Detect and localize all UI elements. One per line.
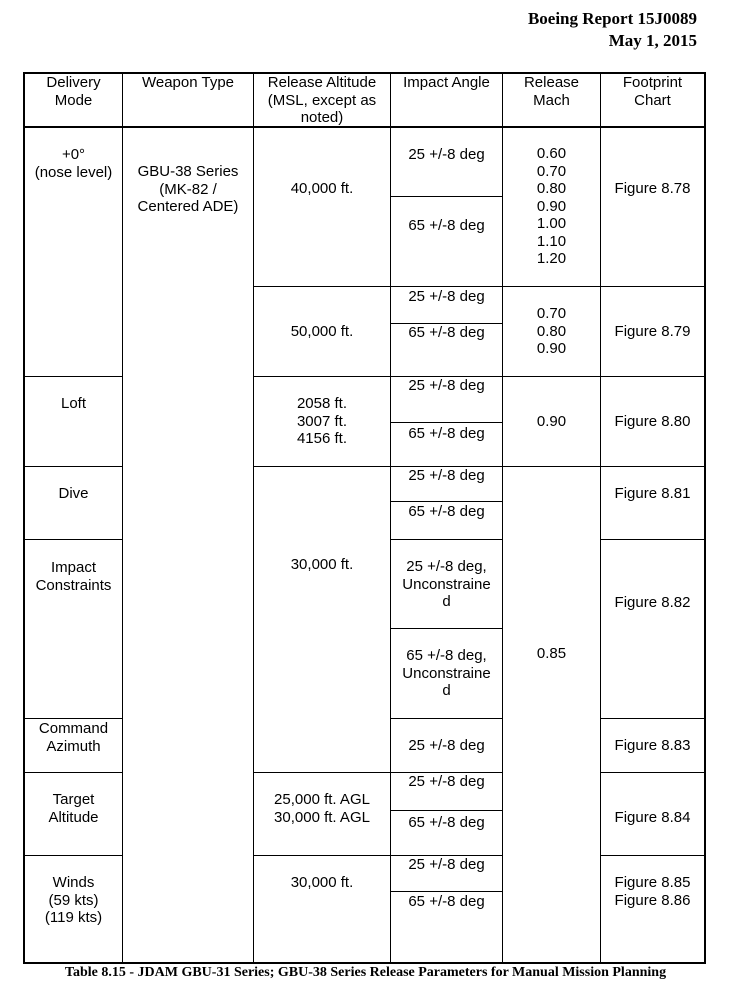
- row-divider: [502, 466, 601, 467]
- row-divider: [390, 196, 503, 197]
- row-divider: [23, 772, 123, 773]
- impact-angle-25: 25 +/-8 deg: [408, 467, 485, 484]
- row-divider: [390, 628, 503, 629]
- header-release-mach: Release Mach: [523, 74, 580, 109]
- row-divider: [390, 539, 503, 540]
- impact-angle-25: 25 +/-8 deg: [408, 737, 485, 754]
- impact-angle-65: 65 +/-8 deg: [408, 893, 485, 910]
- row-divider: [23, 376, 123, 377]
- impact-angle-25: 25 +/-8 deg: [408, 856, 485, 873]
- footprint-figure-8-80: Figure 8.80: [614, 413, 691, 430]
- row-divider: [23, 855, 123, 856]
- row-divider: [390, 286, 503, 287]
- table-border-right: [704, 72, 706, 964]
- header-impact-angle: Impact Angle: [403, 74, 490, 91]
- row-divider: [253, 772, 391, 773]
- altitude-target-agl: 25,000 ft. AGL 30,000 ft. AGL: [274, 791, 370, 826]
- row-divider: [23, 718, 123, 719]
- row-divider: [253, 855, 391, 856]
- delivery-mode-dive: Dive: [58, 485, 89, 502]
- mach-value-loft: 0.90: [536, 413, 567, 430]
- row-divider: [600, 376, 705, 377]
- header-delivery-mode: Delivery Mode: [46, 74, 101, 109]
- delivery-mode-target-altitude: Target Altitude: [48, 791, 99, 826]
- row-divider: [390, 810, 503, 811]
- impact-angle-25: 25 +/-8 deg: [408, 146, 485, 163]
- delivery-mode-command-azimuth: Command Azimuth: [38, 720, 109, 755]
- impact-angle-25-unconstrained: 25 +/-8 deg, Unconstraine d: [402, 558, 491, 610]
- footprint-figure-8-79: Figure 8.79: [614, 323, 691, 340]
- row-divider: [390, 422, 503, 423]
- row-divider: [390, 891, 503, 892]
- report-title: Boeing Report 15J0089: [527, 9, 697, 28]
- header-footprint-chart: Footprint Chart: [622, 74, 683, 109]
- row-divider: [253, 466, 391, 467]
- row-divider: [600, 286, 705, 287]
- delivery-mode-loft: Loft: [60, 395, 87, 412]
- row-divider: [600, 772, 705, 773]
- footprint-figure-8-83: Figure 8.83: [614, 737, 691, 754]
- table-caption: Table 8.15 - JDAM GBU-31 Series; GBU-38 Series Release Parameters for Manual Mission Planning: [64, 965, 667, 980]
- header-weapon-type: Weapon Type: [141, 74, 234, 91]
- delivery-mode-nose-level: +0° (nose level): [34, 146, 113, 181]
- table-border-bottom: [23, 962, 706, 964]
- header-release-altitude: Release Altitude (MSL, except as noted): [267, 74, 377, 126]
- footprint-figure-8-78: Figure 8.78: [614, 180, 691, 197]
- impact-angle-65: 65 +/-8 deg: [408, 324, 485, 341]
- col-divider: [253, 72, 254, 964]
- footprint-figure-8-81: Figure 8.81: [614, 485, 691, 502]
- footprint-figures-winds: Figure 8.85 Figure 8.86: [614, 874, 691, 909]
- row-divider: [600, 855, 705, 856]
- weapon-type-cell: GBU-38 Series (MK-82 / Centered ADE): [137, 163, 239, 215]
- delivery-mode-impact-constraints: Impact Constraints: [35, 559, 112, 594]
- mach-values-40000: 0.60 0.70 0.80 0.90 1.00 1.10 1.20: [536, 145, 567, 267]
- altitude-winds: 30,000 ft.: [290, 874, 354, 891]
- impact-angle-65: 65 +/-8 deg: [408, 425, 485, 442]
- row-divider: [502, 376, 601, 377]
- report-date: May 1, 2015: [608, 31, 697, 50]
- col-divider: [600, 72, 601, 964]
- row-divider: [23, 539, 123, 540]
- mach-values-50000: 0.70 0.80 0.90: [536, 305, 567, 357]
- row-divider: [600, 539, 705, 540]
- row-divider: [600, 466, 705, 467]
- row-divider: [600, 718, 705, 719]
- table-border-left: [23, 72, 25, 964]
- altitude-loft: 2058 ft. 3007 ft. 4156 ft.: [296, 395, 348, 447]
- impact-angle-65: 65 +/-8 deg: [408, 217, 485, 234]
- impact-angle-25: 25 +/-8 deg: [408, 773, 485, 790]
- delivery-mode-winds: Winds (59 kts) (119 kts): [44, 874, 103, 926]
- impact-angle-65-unconstrained: 65 +/-8 deg, Unconstraine d: [402, 647, 491, 699]
- row-divider: [502, 286, 601, 287]
- footprint-figure-8-84: Figure 8.84: [614, 809, 691, 826]
- altitude-30000: 30,000 ft.: [290, 556, 354, 573]
- row-divider: [390, 501, 503, 502]
- row-divider: [390, 718, 503, 719]
- mach-value-dive-group: 0.85: [536, 645, 567, 662]
- impact-angle-25: 25 +/-8 deg: [408, 288, 485, 305]
- footprint-figure-8-82: Figure 8.82: [614, 594, 691, 611]
- row-divider: [253, 376, 391, 377]
- altitude-50000: 50,000 ft.: [290, 323, 354, 340]
- impact-angle-65: 65 +/-8 deg: [408, 503, 485, 520]
- impact-angle-65: 65 +/-8 deg: [408, 814, 485, 831]
- row-divider: [253, 286, 391, 287]
- row-divider: [23, 466, 123, 467]
- altitude-40000: 40,000 ft.: [290, 180, 354, 197]
- impact-angle-25: 25 +/-8 deg: [408, 377, 485, 394]
